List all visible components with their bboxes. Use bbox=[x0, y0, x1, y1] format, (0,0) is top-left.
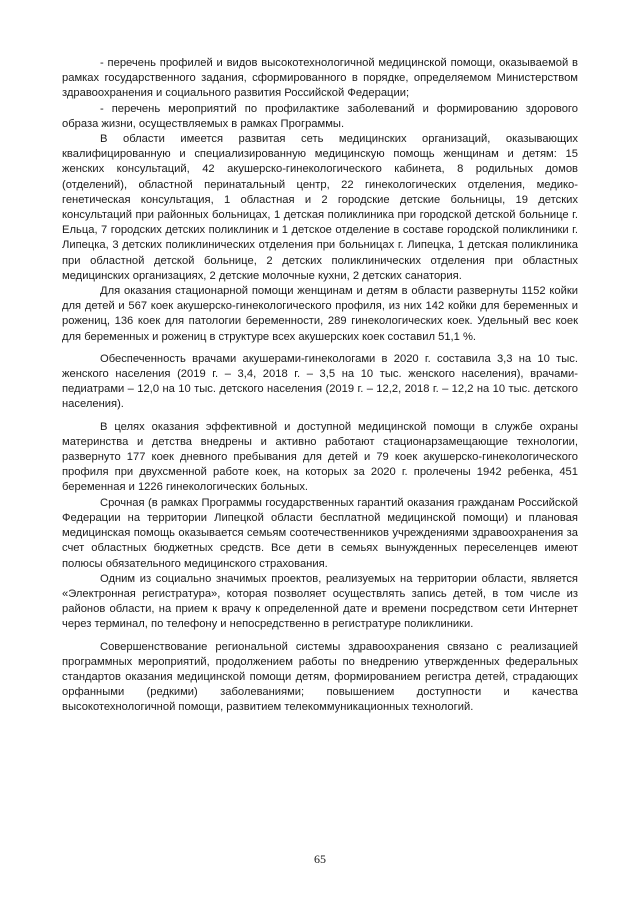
paragraph-list-item-prevention: - перечень мероприятий по профилактике заболеваний и формированию здорового образа жизни, осуществляемых в рамках Программы. bbox=[62, 102, 578, 130]
paragraph-doctor-supply: Обеспеченность врачами акушерами-гинекологами в 2020 г. составила 3,3 на 10 тыс. женского населения (2019 г. – 3,4, 2018 г. – 3,5 на 10 тыс. женского населения), врачами-педиатрами – 12,0 на 10 тыс. детского населения (2019 г. – 12,2, 2018 г. – 12,2 на 10 тыс. детского населения). bbox=[62, 352, 578, 411]
paragraph-day-care: В целях оказания эффективной и доступной медицинской помощи в службе охраны материнства и детства внедрены и активно работают стационарзамещающие технологии, развернуто 177 коек дневного пребывания для детей и 79 коек акушерско-гинекологического профиля при двухсменной работе коек, на которых за 2020 г. пролечены 1942 ребенка, 451 беременная и 1226 гинекологических больных. bbox=[62, 420, 578, 494]
paragraph-electronic-registry: Одним из социально значимых проектов, реализуемых на территории области, является «Электронная регистратура», которая позволяет осуществлять запись детей, в том числе из районов области, на прием к врачу к определенной дате и времени посредством сети Интернет через терминал, по телефону и непосредственно в регистратуре поликлиники. bbox=[62, 572, 578, 631]
paragraph-compatriots-care: Срочная (в рамках Программы государственных гарантий оказания гражданам Российской Федерации на территории Липецкой области бесплатной медицинской помощи) и плановая медицинская помощь оказывается семьям соотечественников учреждениями здравоохранения за счет областных бюджетных средств. Все дети в семьях вынужденных переселенцев имеют полюсы обязательного медицинского страхования. bbox=[62, 496, 578, 570]
paragraph-inpatient-beds: Для оказания стационарной помощи женщинам и детям в области развернуты 1152 койки для детей и 567 коек акушерско-гинекологического профиля, из них 142 койки для беременных и рожениц, 136 коек для патологии беременности, 289 гинекологических коек. Удельный вес коек для беременных и рожениц в структуре всех акушерских коек составил 51,1 %. bbox=[62, 285, 578, 343]
paragraph-list-item-hightech: - перечень профилей и видов высокотехнологичной медицинской помощи, оказываемой в рамках государственного задания, сформированного в порядке, определяемом Министерством здравоохранения и социального развития Российской Федерации; bbox=[62, 57, 578, 100]
paragraph-medical-network: В области имеется развитая сеть медицинских организаций, оказывающих квалифицированную и специализированную медицинскую помощь женщинам и детям: 15 женских консультаций, 42 акушерско-гинекологического кабинета, 8 родильных домов (отделений), областной перинатальный центр, 22 гинекологических отделения, медико-генетическая консультация, 1 областная и 2 городские детские больницы, 19 детских консультаций при районных больницах, 1 детская поликлиника при городской детской больнице г. Ельца, 7 городских детских поликлиник и 1 детское отделение в составе городской поликлиники г. Липецка, 3 детских поликлинических отделения при больницах г. Липецка, 1 детская поликлиника при областной детской больнице, 2 детских поликлинических отделения при областных медицинских организациях, 2 детские молочные кухни, 2 детских санатория. bbox=[62, 133, 578, 282]
paragraph-system-improvement: Совершенствование региональной системы здравоохранения связано с реализацией программных мероприятий, продолжением работы по внедрению утвержденных федеральных стандартов оказания медицинской помощи детям, формированием регистра детей, страдающих орфанными (редкими) заболеваниями; повышением доступности и качества высокотехнологичной помощи, развитием телекоммуникационных технологий. bbox=[62, 640, 578, 714]
page-number: 65 bbox=[314, 852, 326, 866]
document-body bbox=[62, 56, 578, 716]
